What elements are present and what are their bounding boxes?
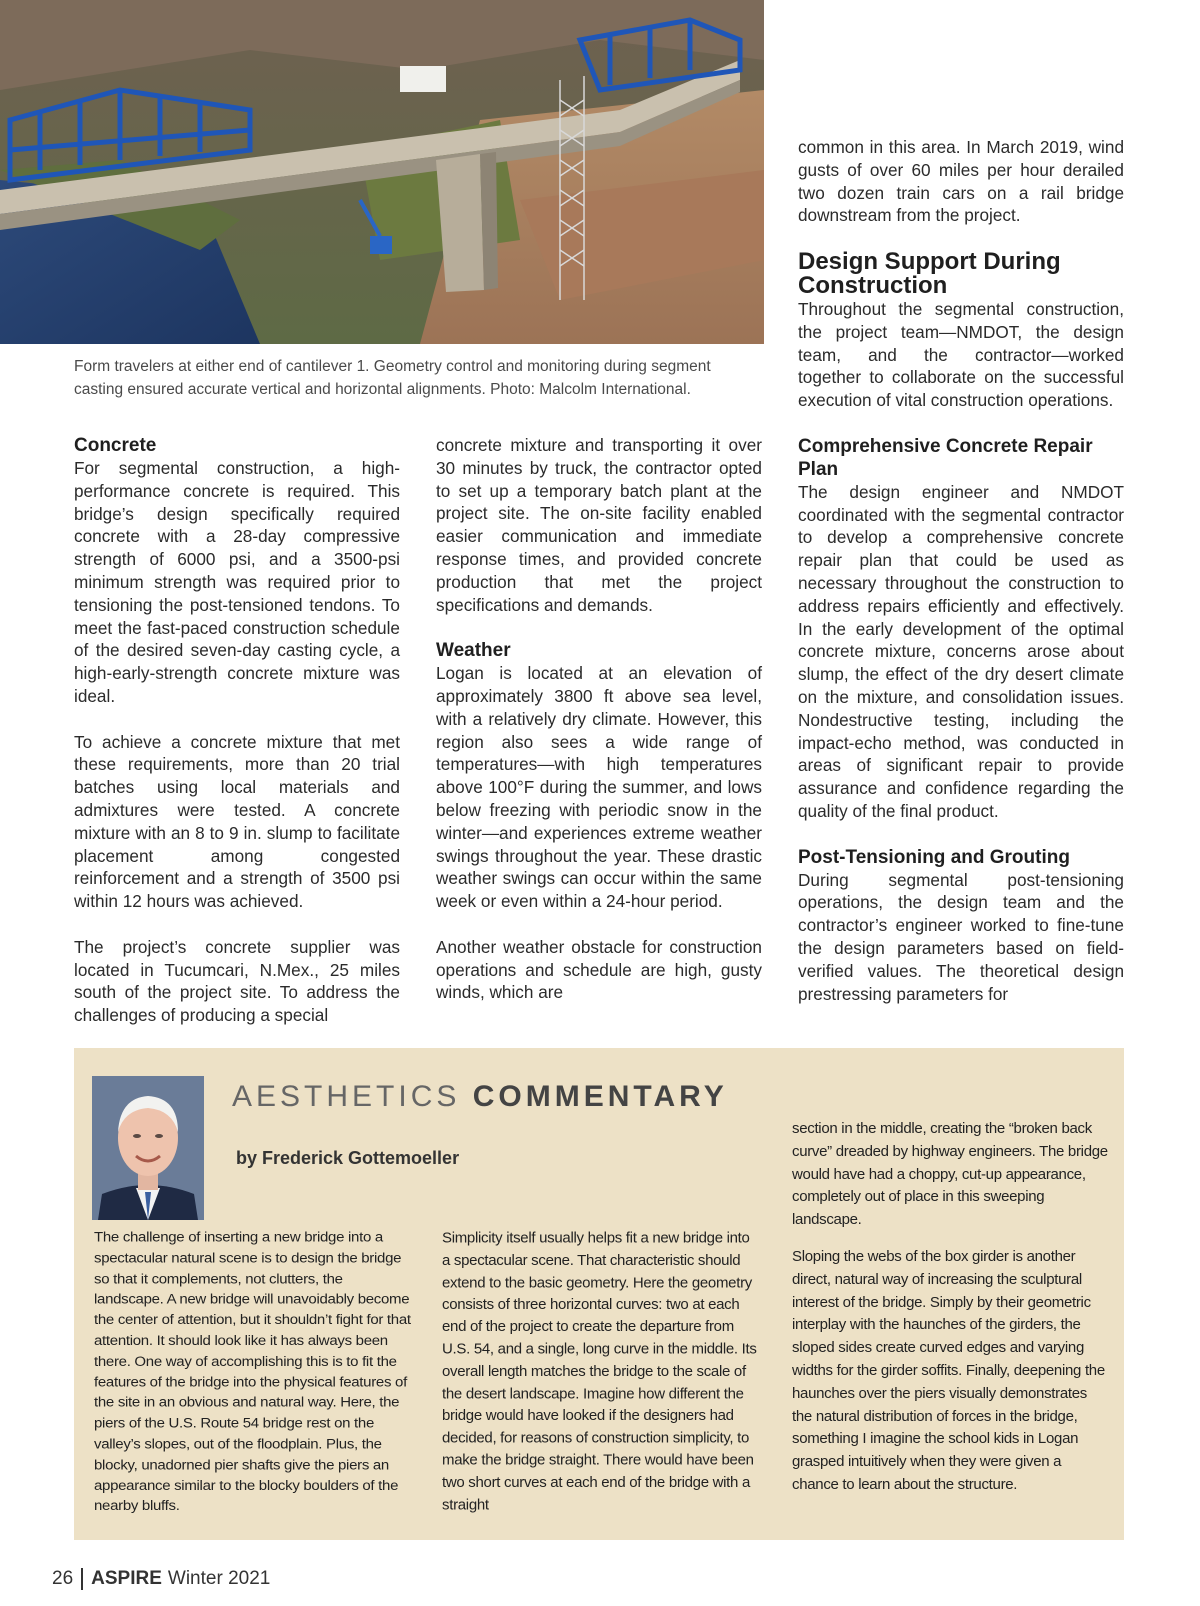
article-column-3 <box>798 136 1124 1005</box>
article-column-1 <box>74 434 400 1027</box>
paragraph: The project’s concrete supplier was located in Tucumcari, N.Mex., 25 miles south of the project site. To address the challenges of producing a special <box>74 936 400 1026</box>
commentary-column-3 <box>792 1118 1108 1511</box>
page-number: 26 <box>52 1568 83 1590</box>
paragraph: During segmental post-tensioning operations, the design team and the contractor’s engineer worked to fine-tune the design parameters based on field-verified values. The theoretical design prestressing parameters for <box>798 869 1124 1004</box>
heading-post-tensioning: Post-Tensioning and Grouting <box>798 846 1070 868</box>
commentary-column-1 <box>94 1228 412 1530</box>
article-column-2 <box>436 434 762 1004</box>
heading-weather: Weather <box>436 640 511 662</box>
commentary-column-2 <box>442 1228 758 1530</box>
issue-label: Winter 2021 <box>167 1568 271 1589</box>
paragraph: The challenge of inserting a new bridge into a spectacular natural scene is to design the bridge so that it complements, not clutters, the landscape. A new bridge will unavoidably become the center of attention, but it shouldn’t fight for that attention. It should look like it has always been there. One way of accomplishing this is to fit the features of the bridge into the physical features of the site in an obvious and natural way. Here, the piers of the U.S. Route 54 bridge rest on the valley’s slopes, out of the floodplain. Plus, the blocky, unadorned pier shafts give the piers an appearance similar to the blocky boulders of the nearby bluffs. <box>94 1229 411 1515</box>
page-footer <box>52 1568 270 1590</box>
paragraph: For segmental construction, a high-performance concrete is required. This bridge’s design specifically required concrete with a 28-day compressive strength of 6000 psi, and a 3500-psi minimum strength was required prior to tensioning the post-tensioned tendons. To meet the fast-paced construction schedule of the desired seven-day casting cycle, a high-early-strength concrete mixture was ideal. <box>74 458 400 706</box>
heading-design-support: Design Support During Construction <box>798 247 1061 299</box>
title-aesthetics: AESTHETICS <box>232 1080 461 1113</box>
bridge-construction-photo <box>0 0 764 344</box>
heading-concrete-repair-plan: Comprehensive Concrete Repair Plan <box>798 435 1093 480</box>
author-portrait <box>92 1076 204 1220</box>
heading-concrete: Concrete <box>74 435 157 456</box>
title-commentary: COMMENTARY <box>472 1080 728 1113</box>
paragraph: Simplicity itself usually helps fit a new bridge into a spectacular scene. That characteristic should extend to the basic geometry. Here the geometry consists of three horizontal curves: two at each end of the project to create the departure from U.S. 54, and a single, long curve in the middle. Its overall length matches the bridge to the scale of the desert landscape. Imagine how different the bridge would have looked if the designers had decided, for reasons of construction simplicity, to make the bridge straight. There would have been two short curves at each end of the bridge with a straight <box>442 1229 757 1513</box>
paragraph: Throughout the segmental construction, the project team—NMDOT, the design team, and the contractor—worked together to collaborate on the successful execution of vital construction operations. <box>798 298 1124 411</box>
paragraph: section in the middle, creating the “broken back curve” dreaded by highway engineers. The bridge would have had a choppy, cut-up appearance, completely out of place in this sweeping landscape. <box>792 1120 1108 1229</box>
paragraph: Sloping the webs of the box girder is another direct, natural way of increasing the sculptural interest of the bridge. Simply by their geometric interplay with the haunches of the girders, the sloped sides create curved edges and varying widths for the girder soffits. Finally, deepening the haunches over the piers visually demonstrates the natural distribution of forces in the bridge, something I imagine the school kids in Logan grasped intuitively when they were given a chance to learn about the structure. <box>792 1247 1105 1493</box>
paragraph: The design engineer and NMDOT coordinated with the segmental contractor to develop a comprehensive concrete repair plan that could be used as necessary throughout the construction to address repairs efficiently and effectively. In the early development of the optimal concrete mixture, concerns arose about slump, the effect of the dry desert climate on the mixture, and consolidation issues. Nondestructive testing, including the impact-echo method, was conducted in areas of significant repair to provide assurance and confidence regarding the quality of the final product. <box>798 481 1124 821</box>
paragraph: Another weather obstacle for construction operations and schedule are high, gusty winds, which are <box>436 936 762 1003</box>
magazine-name: ASPIRE <box>91 1568 162 1589</box>
photo-caption: Form travelers at either end of cantilever 1. Geometry control and monitoring during segment casting ensured accurate vertical and horizontal alignments. Photo: Malcolm International. <box>74 358 711 398</box>
author-byline: by Frederick Gottemoeller <box>236 1148 460 1168</box>
aesthetics-commentary-title <box>232 1080 728 1114</box>
paragraph: To achieve a concrete mixture that met these requirements, more than 20 trial batches using local materials and admixtures were tested. A concrete mixture with an 8 to 9 in. slump to facilitate placement among congested reinforcement and a strength of 3500 psi within 12 hours was achieved. <box>74 731 400 912</box>
paragraph: common in this area. In March 2019, wind gusts of over 60 miles per hour derailed two dozen train cars on a rail bridge downstream from the project. <box>798 137 1124 226</box>
paragraph: concrete mixture and transporting it over 30 minutes by truck, the contractor opted to set up a temporary batch plant at the project site. The on-site facility enabled easier communication and immediate response times, and provided concrete production that met the project specifications and demands. <box>436 435 762 615</box>
paragraph: Logan is located at an elevation of approximately 3800 ft above sea level, with a relatively dry climate. However, this region also sees a wide range of temperatures—with high temperatures above 100°F during the summer, and lows below freezing with periodic snow in the winter—and experiences extreme weather swings throughout the year. These drastic weather swings can occur within the same week or even within a 24-hour period. <box>436 663 762 912</box>
